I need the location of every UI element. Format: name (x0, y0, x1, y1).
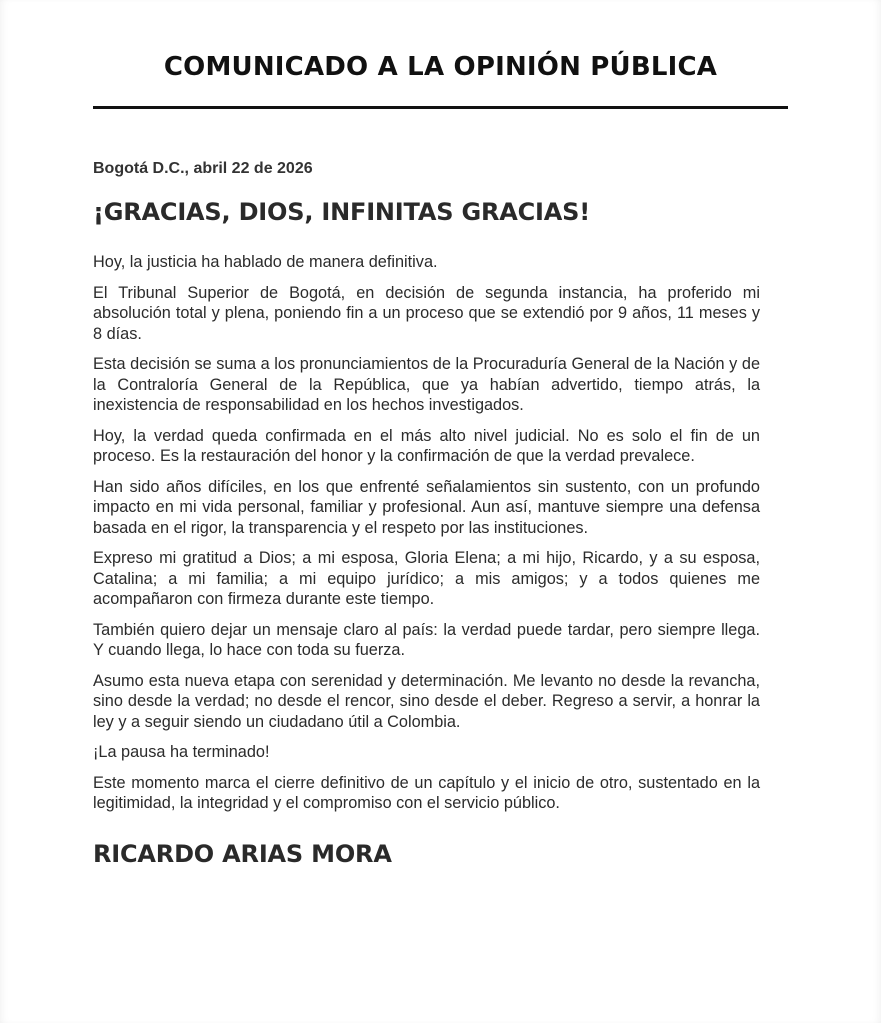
paragraph: Hoy, la verdad queda confirmada en el más alto nivel judicial. No es solo el fin de un proceso. Es la restauración del honor y la confirmación de que la verdad prevalece. (93, 426, 760, 465)
date-line: Bogotá D.C., abril 22 de 2026 (93, 160, 313, 177)
paragraph: El Tribunal Superior de Bogotá, en decisión de segunda instancia, ha proferido mi absolución total y plena, poniendo fin a un proceso que se extendió por 9 años, 11 meses y 8 días. (93, 283, 760, 343)
paragraph: También quiero dejar un mensaje claro al país: la verdad puede tardar, pero siempre llega. Y cuando llega, lo hace con toda su fuerza. (93, 620, 760, 659)
title-divider (93, 106, 788, 109)
paragraph: ¡La pausa ha terminado! (93, 743, 270, 761)
paragraph: Esta decisión se suma a los pronunciamientos de la Procuraduría General de la Nación y de la Contraloría General de la República, que ya habían advertido, tiempo atrás, la inexistencia de responsabilidad en los hechos investigados. (93, 355, 760, 414)
paragraph: Hoy, la justicia ha hablado de manera definitiva. (93, 253, 438, 271)
paragraph: Expreso mi gratitud a Dios; a mi esposa, Gloria Elena; a mi hijo, Ricardo, y a su esposa, Catalina; a mi familia; a mi equipo jurídico; a mis amigos; y a todos quienes me acompañaron con firmeza durante este tiempo. (93, 549, 760, 608)
paragraph: Este momento marca el cierre definitivo de un capítulo y el inicio de otro, sustentado en la legitimidad, la integridad y el compromiso con el servicio público. (93, 773, 760, 812)
headline: ¡GRACIAS, DIOS, INFINITAS GRACIAS! (93, 198, 590, 226)
document-title: COMUNICADO A LA OPINIÓN PÚBLICA (163, 52, 718, 82)
document-body (93, 160, 760, 868)
paragraph: Asumo esta nueva etapa con serenidad y determinación. Me levanto no desde la revancha, sino desde la verdad; no desde el rencor, sino desde el deber. Regreso a servir, a honrar la ley y a seguir siendo un ciudadano útil a Colombia. (93, 671, 760, 731)
paragraph: Han sido años difíciles, en los que enfrenté señalamientos sin sustento, con un profundo impacto en mi vida personal, familiar y profesional. Aun así, mantuve siempre una defensa basada en el rigor, la transparencia y el respeto por las instituciones. (93, 477, 760, 537)
signature-name: RICARDO ARIAS MORA (93, 839, 392, 868)
